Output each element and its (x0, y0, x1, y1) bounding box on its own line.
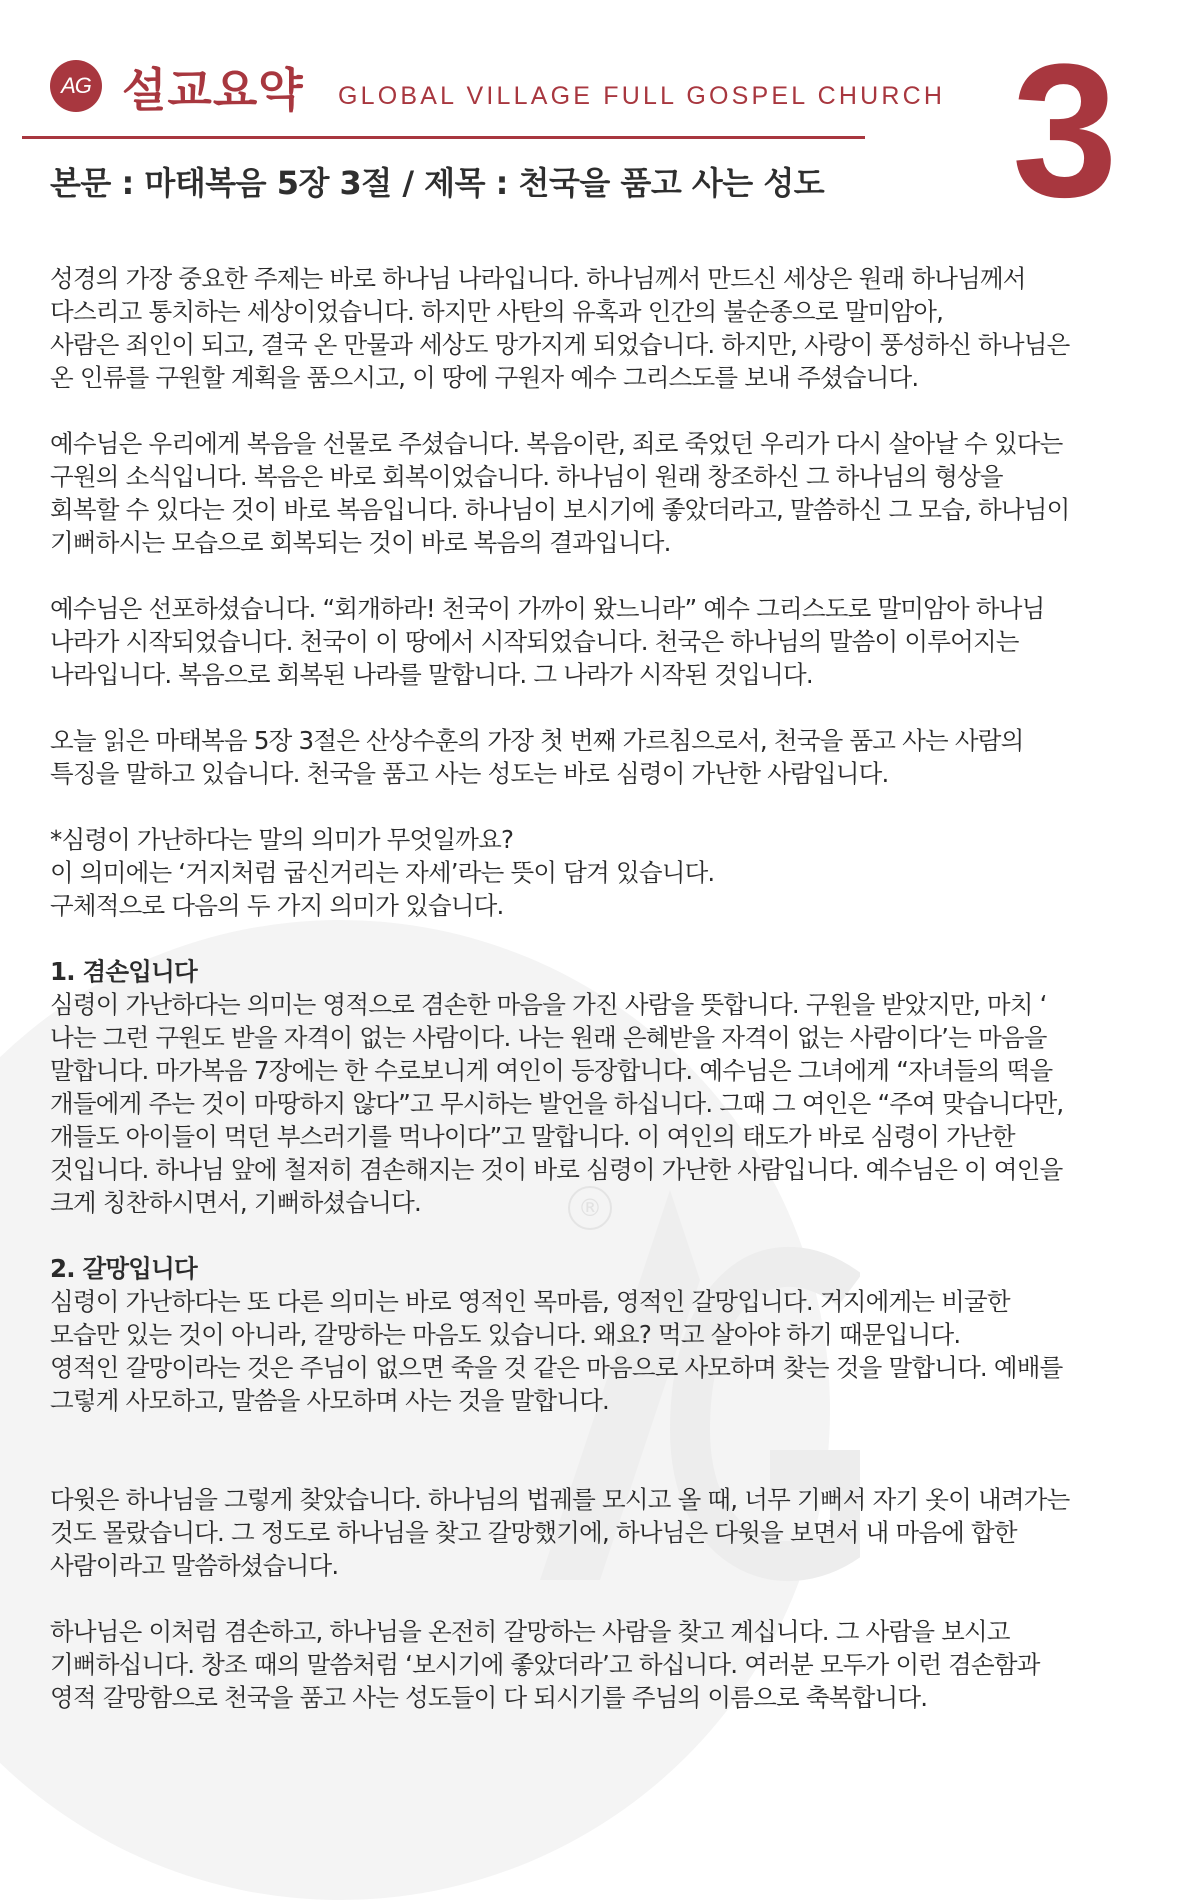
text-line: 말합니다. 마가복음 7장에는 한 수로보니게 여인이 등장합니다. 예수님은 그녀에게 “자녀들의 떡을 (50, 1056, 1053, 1085)
text-line: 기뻐하시는 모습으로 회복되는 것이 바로 복음의 결과입니다. (50, 528, 671, 557)
text-line: 다윗은 하나님을 그렇게 찾았습니다. 하나님의 법궤를 모시고 올 때, 너무 기뻐서 자기 옷이 내려가는 (50, 1485, 1070, 1514)
header (0, 0, 1192, 240)
text-line: 사람이라고 말씀하셨습니다. (50, 1551, 339, 1580)
section-longing (50, 1252, 1130, 1417)
text-line: 온 인류를 구원할 계획을 품으시고, 이 땅에 구원자 예수 그리스도를 보내 주셨습니다. (50, 363, 919, 392)
section-heading: 2. 갈망입니다 (50, 1254, 197, 1283)
church-logo (50, 60, 102, 112)
sermon-body (50, 262, 1130, 1747)
text-line: 나는 그런 구원도 받을 자격이 없는 사람이다. 나는 원래 은혜받을 자격이 없는 사람이다’는 마음을 (50, 1023, 1047, 1052)
text-line: *심령이 가난하다는 말의 의미가 무엇일까요? (50, 825, 514, 854)
text-line: 예수님은 우리에게 복음을 선물로 주셨습니다. 복음이란, 죄로 죽었던 우리가 다시 살아날 수 있다는 (50, 429, 1063, 458)
page-title: 설교요약 (122, 63, 304, 117)
text-line: 오늘 읽은 마태복음 5장 3절은 산상수훈의 가장 첫 번째 가르침으로서, 천국을 품고 사는 사람의 (50, 726, 1024, 755)
text-line: 성경의 가장 중요한 주제는 바로 하나님 나라입니다. 하나님께서 만드신 세상은 원래 하나님께서 (50, 264, 1026, 293)
text-line: 예수님은 선포하셨습니다. “회개하라! 천국이 가까이 왔느니라” 예수 그리스도로 말미암아 하나님 (50, 594, 1045, 623)
text-line: 영적 갈망함으로 천국을 품고 사는 성도들이 다 되시기를 주님의 이름으로 축복합니다. (50, 1683, 928, 1712)
paragraph-david (50, 1483, 1130, 1582)
section-heading: 1. 겸손입니다 (50, 957, 197, 986)
page-number: 3 (1012, 25, 1118, 237)
text-line: 이 의미에는 ‘거지처럼 굽신거리는 자세’라는 뜻이 담겨 있습니다. (50, 858, 715, 887)
text-line: 심령이 가난하다는 또 다른 의미는 바로 영적인 목마름, 영적인 갈망입니다. 거지에게는 비굴한 (50, 1287, 1010, 1316)
text-line: 것도 몰랐습니다. 그 정도로 하나님을 찾고 갈망했기에, 하나님은 다윗을 보면서 내 마음에 합한 (50, 1518, 1017, 1547)
paragraph-kingdom (50, 592, 1130, 691)
text-line: 하나님은 이처럼 겸손하고, 하나님을 온전히 갈망하는 사람을 찾고 계십니다. 그 사람을 보시고 (50, 1617, 1010, 1646)
text-line: 심령이 가난하다는 의미는 영적으로 겸손한 마음을 가진 사람을 뜻합니다. 구원을 받았지만, 마치 ‘ (50, 990, 1047, 1019)
text-line: 사람은 죄인이 되고, 결국 온 만물과 세상도 망가지게 되었습니다. 하지만, 사랑이 풍성하신 하나님은 (50, 330, 1070, 359)
church-name: GLOBAL VILLAGE FULL GOSPEL CHURCH (338, 82, 946, 110)
paragraph-intro (50, 262, 1130, 394)
text-line: 회복할 수 있다는 것이 바로 복음입니다. 하나님이 보시기에 좋았더라고, 말씀하신 그 모습, 하나님이 (50, 495, 1070, 524)
section-humility (50, 955, 1130, 1219)
spacer (50, 1450, 1130, 1483)
text-line: 기뻐하십니다. 창조 때의 말씀처럼 ‘보시기에 좋았더라’고 하십니다. 여러분 모두가 이런 겸손함과 (50, 1650, 1040, 1679)
text-line: 모습만 있는 것이 아니라, 갈망하는 마음도 있습니다. 왜요? 먹고 살아야 하기 때문입니다. (50, 1320, 961, 1349)
text-line: 그렇게 사모하고, 말씀을 사모하며 사는 것을 말합니다. (50, 1386, 609, 1415)
text-line: 나라입니다. 복음으로 회복된 나라를 말합니다. 그 나라가 시작된 것입니다. (50, 660, 813, 689)
paragraph-gospel (50, 427, 1130, 559)
text-line: 나라가 시작되었습니다. 천국이 이 땅에서 시작되었습니다. 천국은 하나님의 말씀이 이루어지는 (50, 627, 1019, 656)
text-line: 다스리고 통치하는 세상이었습니다. 하지만 사탄의 유혹과 인간의 불순종으로 말미암아, (50, 297, 944, 326)
registered-mark: ® (568, 1186, 612, 1230)
text-line: 것입니다. 하나님 앞에 철저히 겸손해지는 것이 바로 심령이 가난한 사람입니다. 예수님은 이 여인을 (50, 1155, 1063, 1184)
paragraph-matthew (50, 724, 1130, 790)
text-line: 특징을 말하고 있습니다. 천국을 품고 사는 성도는 바로 심령이 가난한 사람입니다. (50, 759, 889, 788)
text-line: 구원의 소식입니다. 복음은 바로 회복이었습니다. 하나님이 원래 창조하신 그 하나님의 형상을 (50, 462, 1003, 491)
paragraph-question (50, 823, 1130, 922)
header-divider (22, 136, 865, 139)
paragraph-blessing (50, 1615, 1130, 1714)
text-line: 크게 칭찬하시면서, 기뻐하셨습니다. (50, 1188, 421, 1217)
text-line: 개들에게 주는 것이 마땅하지 않다”고 무시하는 발언을 하십니다. 그때 그 여인은 “주여 맞습니다만, (50, 1089, 1064, 1118)
text-line: 구체적으로 다음의 두 가지 의미가 있습니다. (50, 891, 504, 920)
text-line: 개들도 아이들이 먹던 부스러기를 먹나이다”고 말합니다. 이 여인의 태도가 바로 심령이 가난한 (50, 1122, 1015, 1151)
logo-text: AG (61, 73, 91, 98)
text-line: 영적인 갈망이라는 것은 주님이 없으면 죽을 것 같은 마음으로 사모하며 찾는 것을 말합니다. 예배를 (50, 1353, 1063, 1382)
sermon-subtitle: 본문 : 마태복음 5장 3절 / 제목 : 천국을 품고 사는 성도 (50, 164, 825, 202)
